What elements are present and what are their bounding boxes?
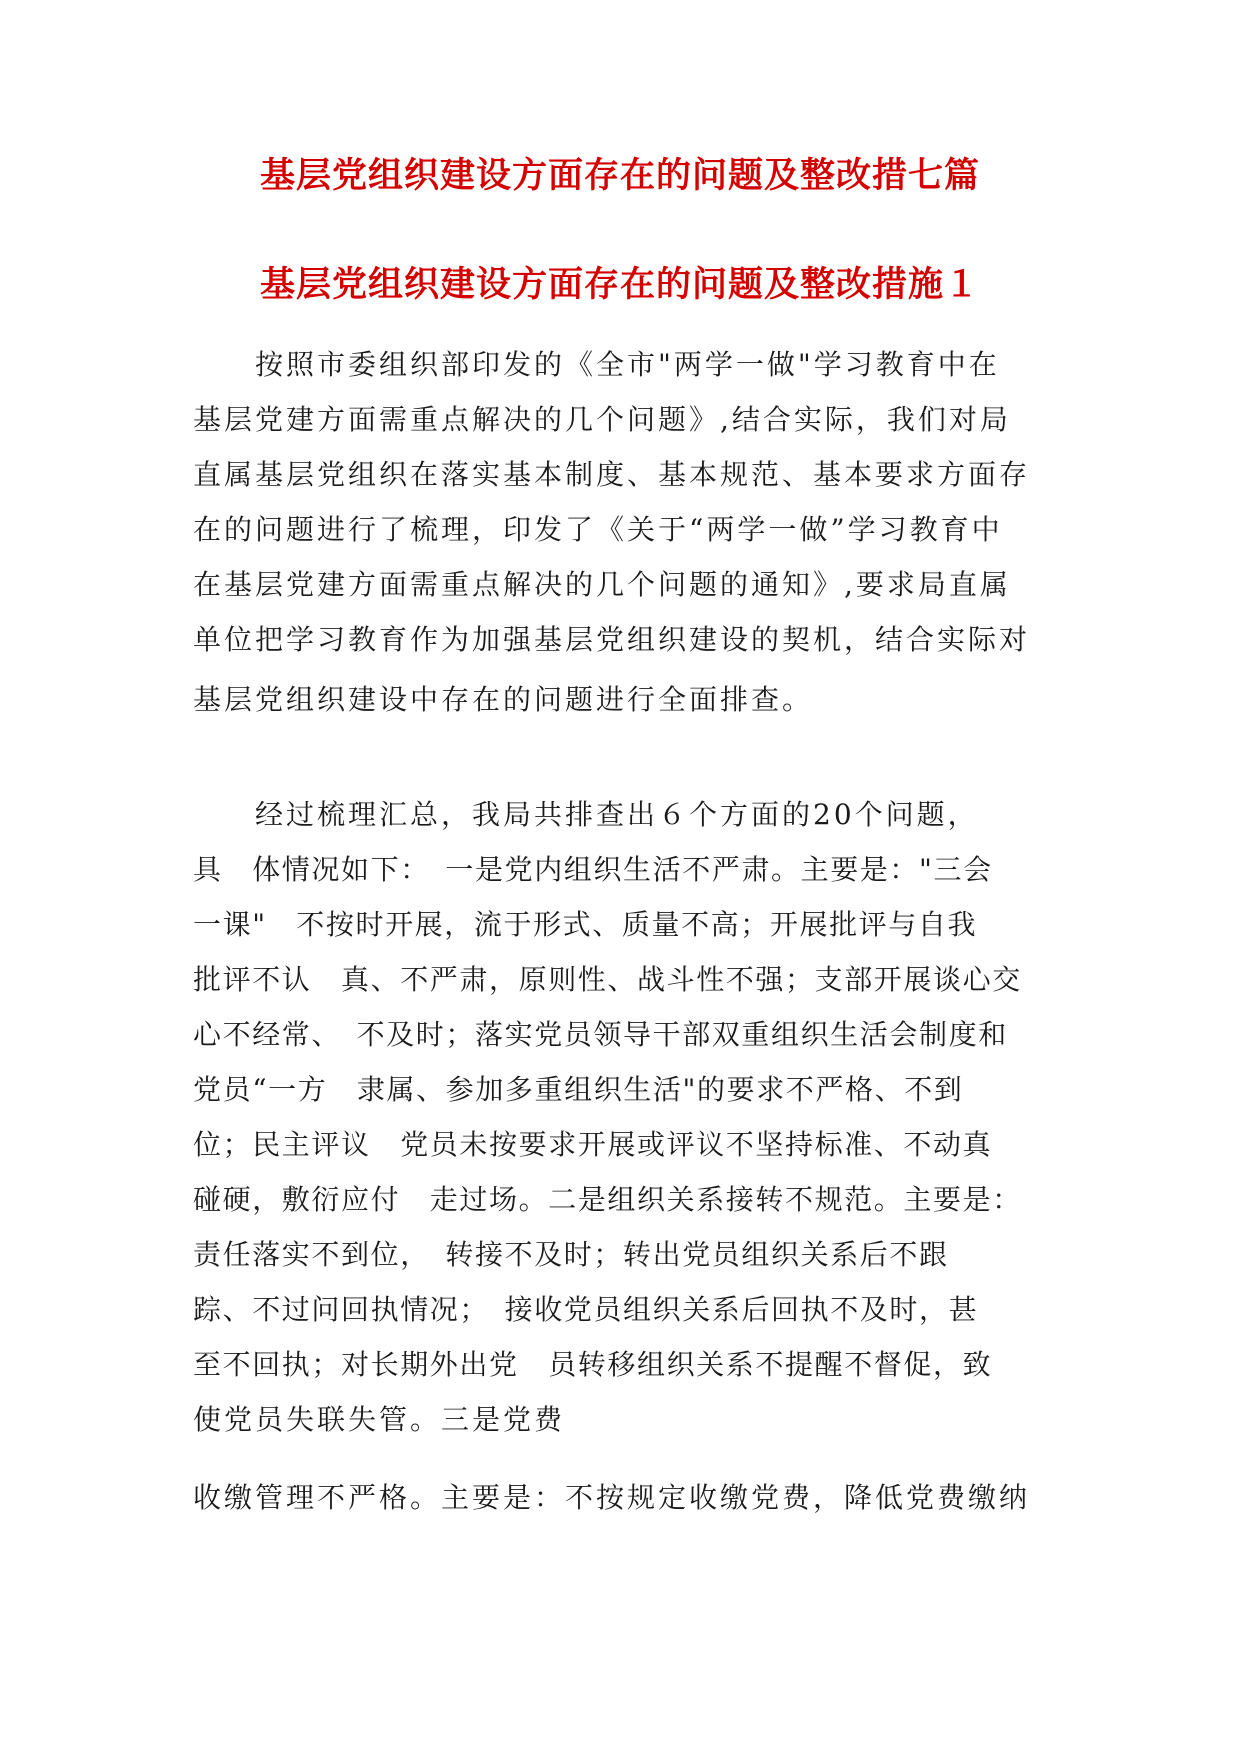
document-subtitle: 基层党组织建设方面存在的问题及整改措施１ (259, 264, 980, 305)
paragraph-line: 在的问题进行了梳理，印发了《关于“两学一做”学习教育中 (193, 513, 1003, 546)
paragraph-line: 党员“一方 隶属、参加多重组织生活"的要求不严格、不到 (193, 1073, 964, 1106)
paragraph-line: 直属基层党组织在落实基本制度、基本规范、基本要求方面存 (193, 458, 1031, 491)
paragraph-line: 使党员失联失管。三是党费 (193, 1403, 566, 1436)
document-title: 基层党组织建设方面存在的问题及整改措七篇 (259, 155, 980, 196)
paragraph-line: 具 体情况如下： 一是党内组织生活不严肃。主要是："三会 (193, 853, 993, 886)
paragraph-line: 基层党建方面需重点解决的几个问题》,结合实际，我们对局 (193, 403, 1011, 436)
paragraph-line: 收缴管理不严格。主要是：不按规定收缴党费，降低党费缴纳 (193, 1481, 1031, 1514)
paragraph-line: 基层党组织建设中存在的问题进行全面排查。 (193, 683, 814, 716)
paragraph-line: 碰硬，敷衍应付 走过场。二是组织关系接转不规范。主要是： (193, 1183, 1022, 1216)
paragraph-line: 踪、不过问回执情况； 接收党员组织关系后回执不及时，甚 (193, 1293, 979, 1326)
paragraph-line: 责任落实不到位， 转接不及时；转出党员组织关系后不跟 (193, 1238, 949, 1271)
paragraph-line: 批评不认 真、不严肃，原则性、战斗性不强；支部开展谈心交 (193, 963, 1022, 996)
paragraph-line: 至不回执；对长期外出党 员转移组织关系不提醒不督促，致 (193, 1348, 993, 1381)
paragraph-line: 一课" 不按时开展，流于形式、质量不高；开展批评与自我 (193, 908, 978, 941)
paragraph-line: 按照市委组织部印发的《全市"两学一做"学习教育中在 (193, 348, 1000, 381)
paragraph-line: 在基层党建方面需重点解决的几个问题的通知》,要求局直属 (193, 568, 1011, 601)
paragraph-line: 心不经常、 不及时；落实党员领导干部双重组织生活会制度和 (193, 1018, 1008, 1051)
paragraph-line: 经过梳理汇总，我局共排查出６个方面的20个问题， (193, 798, 979, 831)
paragraph-line: 单位把学习教育作为加强基层党组织建设的契机，结合实际对 (193, 623, 1031, 656)
paragraph-line: 位；民主评议 党员未按要求开展或评议不坚持标准、不动真 (193, 1128, 993, 1161)
